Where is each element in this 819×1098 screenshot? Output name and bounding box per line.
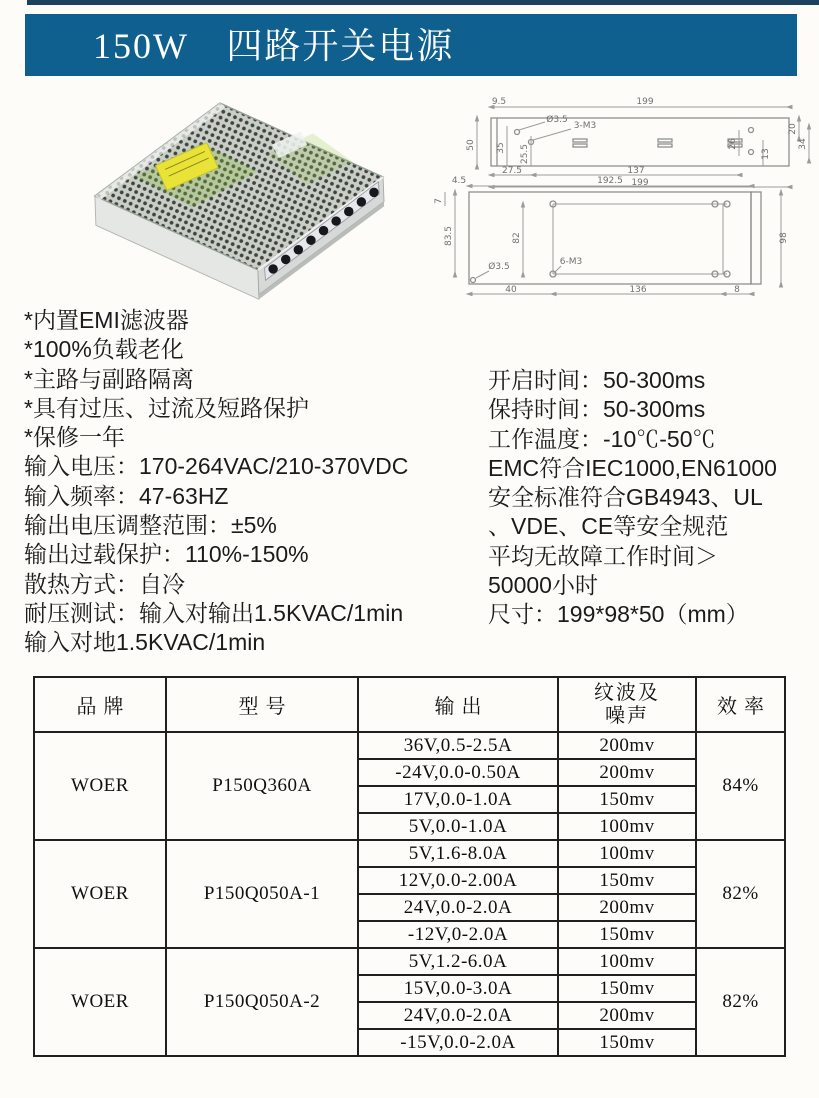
page-title: 150W 四路开关电源: [93, 26, 455, 66]
dim-label: 26: [728, 138, 738, 150]
output-cell: 12V,0.0-2.00A: [358, 867, 558, 894]
ripple-cell: 100mv: [558, 840, 696, 867]
dim-label: 137: [627, 166, 645, 176]
spec-line: 安全标准符合GB4943、UL: [488, 484, 763, 511]
dim-label: 7: [434, 198, 444, 204]
spec-line: 开启时间：50-300ms: [488, 367, 706, 393]
spec-line: *具有过压、过流及短路保护: [24, 394, 309, 421]
ripple-cell: 100mv: [558, 813, 696, 840]
model-cell: P150Q050A-2: [166, 948, 358, 1056]
output-cell: 36V,0.5-2.5A: [358, 732, 558, 759]
top-accent-strip: [27, 0, 819, 5]
spec-line: 输入电压：170-264VAC/210-370VDC: [24, 453, 409, 480]
column-header-model: 型号: [166, 677, 358, 732]
spec-line: *保修一年: [24, 424, 125, 451]
model-cell: P150Q360A: [166, 732, 358, 840]
brand-cell: WOER: [34, 732, 166, 840]
hole-callout: Ø3.5: [546, 115, 568, 125]
spec-line: 平均无故障工作时间＞: [488, 542, 718, 569]
title-banner: [25, 14, 797, 76]
spec-line: 耐压测试：输入对输出1.5KVAC/1min: [24, 599, 404, 626]
spec-list-right: [488, 366, 814, 630]
dim-label: 98: [779, 232, 789, 244]
dim-label: 25.5: [520, 143, 530, 165]
output-cell: 5V,1.2-6.0A: [358, 948, 558, 975]
ripple-cell: 150mv: [558, 786, 696, 813]
column-header-output: 输出: [358, 677, 558, 732]
output-cell: -24V,0.0-0.50A: [358, 759, 558, 786]
product-photo: [58, 86, 420, 304]
ripple-cell: 200mv: [558, 732, 696, 759]
table-row: [34, 948, 785, 975]
ripple-cell: 100mv: [558, 948, 696, 975]
output-cell: -12V,0-2.0A: [358, 921, 558, 948]
ripple-header-line2: 噪声: [605, 704, 649, 727]
model-cell: P150Q050A-1: [166, 840, 358, 948]
dim-label: 8: [734, 285, 740, 295]
thread-callout: 3-M3: [573, 121, 597, 131]
dim-label: 82: [512, 232, 522, 244]
ripple-header-line1: 纹波及: [594, 681, 660, 704]
output-spec-table: [33, 676, 786, 1057]
dim-label: 35: [496, 142, 506, 154]
spec-line: 输出电压调整范围：±5%: [24, 512, 277, 539]
spec-line: EMC符合IEC1000,EN61000: [488, 454, 777, 481]
column-header-brand: 品牌: [34, 677, 166, 732]
spec-line: *100%负载老化: [24, 336, 184, 363]
spec-line: 尺寸：199*98*50（mm）: [488, 601, 749, 628]
dim-label: 199: [636, 97, 654, 107]
dim-label: 9.5: [491, 97, 507, 107]
ripple-cell: 200mv: [558, 1002, 696, 1029]
spec-line: 输入频率：47-63HZ: [24, 482, 229, 509]
brand-cell: WOER: [34, 840, 166, 948]
dim-label: 192.5: [597, 176, 623, 186]
dim-label: 34: [798, 138, 808, 150]
vent-slots: [573, 139, 742, 147]
output-cell: 15V,0.0-3.0A: [358, 975, 558, 1002]
efficiency-cell: 82%: [696, 840, 785, 948]
dim-label: 199: [631, 178, 649, 188]
spec-line: 输出过载保护：110%-150%: [24, 541, 309, 568]
ripple-cell: 200mv: [558, 894, 696, 921]
output-cell: 17V,0.0-1.0A: [358, 786, 558, 813]
efficiency-cell: 82%: [696, 948, 785, 1056]
spec-line: 散热方式：自冷: [24, 570, 185, 597]
dim-label: 4.5: [451, 176, 467, 186]
table-row: [34, 840, 785, 867]
spec-line: 、VDE、CE等安全规范: [488, 513, 729, 540]
hole-callout: Ø3.5: [488, 262, 510, 272]
ripple-cell: 150mv: [558, 921, 696, 948]
output-cell: 5V,0.0-1.0A: [358, 813, 558, 840]
ripple-cell: 150mv: [558, 867, 696, 894]
dim-label: 13: [761, 148, 771, 160]
dim-label: 83.5: [444, 225, 454, 247]
efficiency-cell: 84%: [696, 732, 785, 840]
thread-callout: 6-M3: [559, 257, 583, 267]
dim-label: 136: [629, 285, 647, 295]
brand-cell: WOER: [34, 948, 166, 1056]
output-cell: -15V,0.0-2.0A: [358, 1029, 558, 1056]
table-header-row: [34, 677, 785, 732]
dimension-drawing-bottom: [433, 176, 815, 302]
dim-label: 20: [788, 123, 798, 135]
ripple-cell: 200mv: [558, 759, 696, 786]
spec-line: *内置EMI滤波器: [24, 307, 189, 333]
spec-line: 保持时间：50-300ms: [488, 396, 706, 423]
dim-label: 40: [505, 285, 517, 295]
spec-line: 50000小时: [488, 572, 598, 599]
table-row: [34, 732, 785, 759]
dim-label: 50: [466, 139, 476, 151]
output-cell: 24V,0.0-2.0A: [358, 894, 558, 921]
column-header-efficiency: 效率: [696, 677, 785, 732]
ripple-cell: 150mv: [558, 1029, 696, 1056]
spec-line: 输入对地1.5KVAC/1min: [24, 629, 266, 656]
column-header-ripple: [558, 677, 696, 732]
spec-list-left: [24, 306, 486, 658]
output-cell: 5V,1.6-8.0A: [358, 840, 558, 867]
ripple-cell: 150mv: [558, 975, 696, 1002]
dim-label: 27.5: [501, 166, 523, 176]
spec-line: 工作温度：-10℃-50℃: [488, 425, 716, 452]
output-cell: 24V,0.0-2.0A: [358, 1002, 558, 1029]
spec-line: *主路与副路隔离: [24, 365, 194, 392]
